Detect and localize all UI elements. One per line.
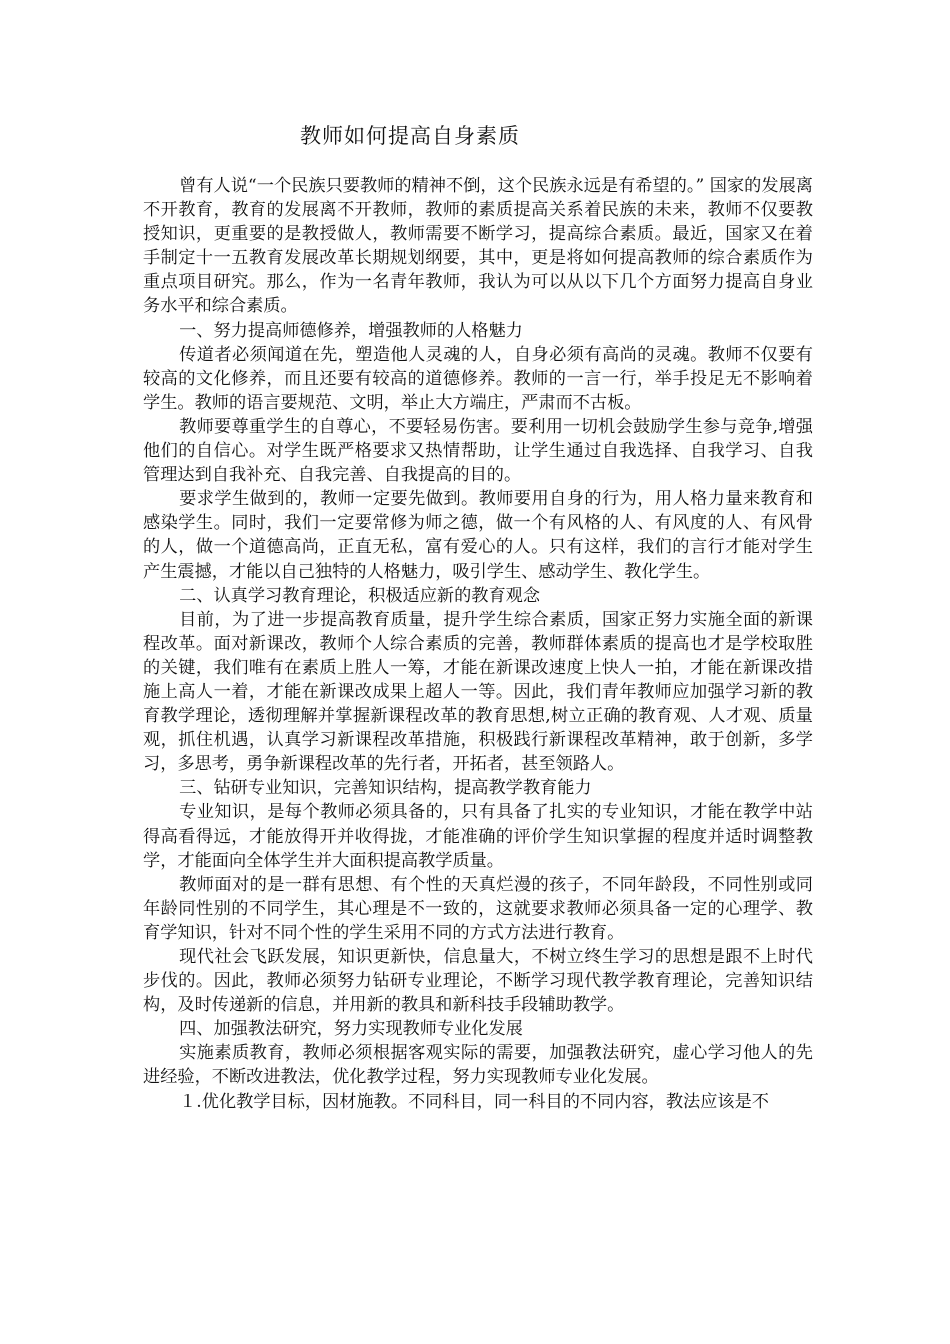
- body-paragraph: 传道者必须闻道在先，塑造他人灵魂的人，自身必须有高尚的灵魂。教师不仅要有较高的文化修养，而且还要有较高的道德修养。教师的一言一行，举手投足无不影响着学生。教师的语言要规范、文明，举止大方端庄，严肃而不古板。: [143, 344, 813, 413]
- document-title: 教师如何提高自身素质: [300, 124, 520, 148]
- body-paragraph: 教师面对的是一群有思想、有个性的天真烂漫的孩子，不同年龄段，不同性别或同年龄同性别的不同学生，其心理是不一致的，这就要求教师必须具备一定的心理学、教育学知识，针对不同个性的学生采用不同的方式方法进行教育。: [143, 874, 813, 943]
- section-heading-3: 三、钻研专业知识，完善知识结构，提高教学教育能力: [179, 778, 592, 799]
- body-paragraph: 现代社会飞跃发展，知识更新快，信息量大，不树立终生学习的思想是跟不上时代步伐的。因此，教师必须努力钻研专业理论，不断学习现代教学教育理论，完善知识结构，及时传递新的信息，并用新的教具和新科技手段辅助教学。: [143, 947, 813, 1016]
- body-paragraph: 目前，为了进一步提高教育质量，提升学生综合素质，国家正努力实施全面的新课程改革。面对新课改，教师个人综合素质的完善，教师群体素质的提高也才是学校取胜的关键，我们唯有在素质上胜人一筹，才能在新课改速度上快人一拍，才能在新课改措施上高人一着，才能在新课改成果上超人一等。因此，我们青年教师应加强学习新的教育教学理论，透彻理解并掌握新课程改革的教育思想,树立正确的教育观、人才观、质量观，抓住机遇，认真学习新课程改革措施，积极践行新课程改革精神，敢于创新，多学习，多思考，勇争新课程改革的先行者，开拓者，甚至领路人。: [143, 609, 813, 775]
- document-body: [143, 174, 813, 1114]
- section-heading-4: 四、加强教法研究，努力实现教师专业化发展: [179, 1019, 523, 1040]
- body-paragraph: 要求学生做到的，教师一定要先做到。教师要用自身的行为，用人格力量来教育和感染学生。同时，我们一定要常修为师之德，做一个有风格的人、有风度的人、有风骨的人，做一个道德高尚，正直无私，富有爱心的人。只有这样，我们的言行才能对学生产生震撼，才能以自己独特的人格魅力，吸引学生、感动学生、教化学生。: [143, 489, 813, 582]
- numbered-item: １.优化教学目标，因材施教。不同科目，同一科目的不同内容，教法应该是不: [179, 1091, 769, 1112]
- section-heading-2: 二、认真学习教育理论，积极适应新的教育观念: [179, 585, 541, 606]
- body-paragraph: 教师要尊重学生的自尊心，不要轻易伤害。要利用一切机会鼓励学生参与竞争,增强他们的自信心。对学生既严格要求又热情帮助，让学生通过自我选择、自我学习、自我管理达到自我补充、自我完善、自我提高的目的。: [143, 416, 813, 486]
- section-heading-1: 一、努力提高师德修养，增强教师的人格魅力: [179, 320, 523, 341]
- body-paragraph: 专业知识，是每个教师必须具备的，只有具备了扎实的专业知识，才能在教学中站得高看得远，才能放得开并收得拢，才能准确的评价学生知识掌握的程度并适时调整教学，才能面向全体学生并大面积提高教学质量。: [143, 802, 813, 871]
- intro-paragraph: 曾有人说“一个民族只要教师的精神不倒，这个民族永远是有希望的。” 国家的发展离不开教育，教育的发展离不开教师，教师的素质提高关系着民族的未来，教师不仅要教授知识，更重要的是教授做人，教师需要不断学习，提高综合素质。最近，国家又在着手制定十一五教育发展改革长期规划纲要，其中，更是将如何提高教师的综合素质作为重点项目研究。那么，作为一名青年教师，我认为可以从以下几个方面努力提高自身业务水平和综合素质。: [143, 176, 813, 317]
- body-paragraph: 实施素质教育，教师必须根据客观实际的需要，加强教法研究，虚心学习他人的先进经验，不断改进教法，优化教学过程，努力实现教师专业化发展。: [143, 1043, 813, 1088]
